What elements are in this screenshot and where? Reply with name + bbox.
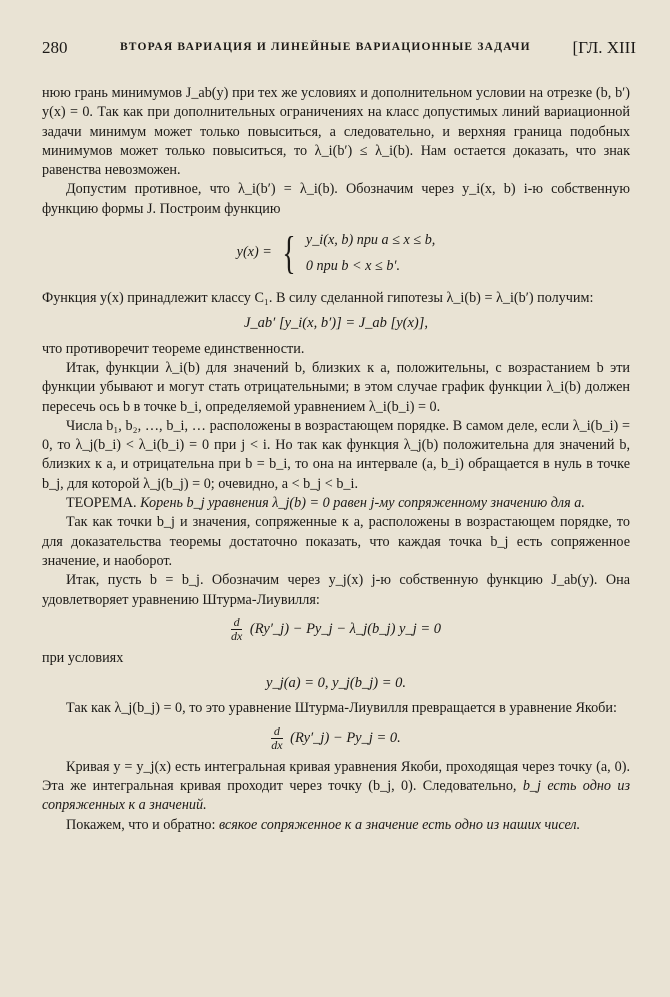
- theorem-statement: Корень b_j уравнения λ_j(b) = 0 равен j-му сопряженному значению для a.: [140, 495, 585, 512]
- paragraph-3: Функция y(x) принадлежит классу C₁. В силу сделанной гипотезы λ_i(b) = λ_i(b′) получим:: [42, 290, 594, 307]
- paragraph-6: Числа b₁, b₂, …, b_i, … расположены в возрастающем порядке. В самом деле, если λ_i(b_i) = 0, то λ_j(b_i) < λ_i(b_i) = 0 при j < i. Но так как функция λ_j(b) положительна для значений b, близких к a, и отрицательна при b = b_i, то она на интервале (a, b_i) обращается в нуль в точке b_j, для которой λ_j(b_j) = 0; очевидно, a < b_j < b_i.: [42, 417, 630, 492]
- formula-5: [42, 725, 630, 752]
- theorem-label: ТЕОРЕМА.: [66, 495, 137, 512]
- piecewise-formula: [42, 227, 630, 279]
- paragraph-5: Итак, функции λ_i(b) для значений b, близких к a, положительны, с возрастанием b эти функции убывают и могут стать отрицательными; в этом случае график функции λ_i(b) должен пересечь ось b в точке b_i, определяемой уравнением λ_i(b_i) = 0.: [42, 359, 630, 415]
- left-brace-icon: {: [282, 227, 296, 279]
- paragraph-9: Итак, пусть b = b_j. Обозначим через y_j(x) j-ю собственную функцию J_ab(y). Она удовлетворяет уравнению Штурма-Лиувилля:: [42, 572, 630, 608]
- formula-3: [42, 616, 630, 643]
- formula-2: J_ab′ [y_i(x, b′)] = J_ab [y(x)],: [243, 315, 429, 332]
- page-number: 280: [42, 38, 68, 57]
- formula-3-rest: (Ry′_j) − Py_j − λ_j(b_j) y_j = 0: [249, 620, 442, 637]
- paragraph-10: при условиях: [42, 649, 124, 666]
- derivative-fraction: $\frac{d}{dx}$: [230, 614, 243, 643]
- page-body: [42, 84, 630, 835]
- paragraph-1: нюю грань минимумов J_ab(y) при тех же условиях и дополнительном условии на отрезке (b, b′) y(x) = 0. Так как при дополнительных ограничениях на класс допустимых линий вариационной задачи минимум может только повыситься, а следовательно, и верхняя граница подобных минимумов может только повыситься, то λ_i(b′) ≤ λ_i(b). Нам остается доказать, что знак равенства невозможен.: [42, 85, 630, 179]
- page-header: [42, 38, 642, 62]
- derivative-fraction-2: $\frac{d}{dx}$: [271, 723, 283, 752]
- paragraph-12: Кривая y = y_j(x) есть интегральная кривая уравнения Якоби, проходящая через точку (a, 0). Эта же интегральная кривая проходит через точку (b_j, 0). Следовательно, b_j есть одно из сопряженных к a значений.: [42, 758, 630, 814]
- formula-4: y_j(a) = 0, y_j(b_j) = 0.: [266, 675, 406, 692]
- formula-case-2: 0 при b < x ≤ b′.: [305, 258, 401, 275]
- chapter-label: [ГЛ. XIII: [572, 38, 636, 57]
- formula-case-1: y_i(x, b) при a ≤ x ≤ b,: [305, 232, 436, 249]
- paragraph-8: Так как точки b_j и значения, сопряженные к a, расположены в возрастающем порядке, то для доказательства теоремы достаточно показать, что каждая точка b_j есть сопряженное значение, и наоборот.: [42, 514, 630, 569]
- paragraph-13: Покажем, что и обратно: всякое сопряженное к a значение есть одно из наших чисел.: [66, 816, 581, 833]
- running-title: ВТОРАЯ ВАРИАЦИЯ И ЛИНЕЙНЫЕ ВАРИАЦИОННЫЕ ЗАДАЧИ: [120, 41, 531, 53]
- paragraph-11: Так как λ_j(b_j) = 0, то это уравнение Штурма-Лиувилля превращается в уравнение Якоби:: [66, 700, 617, 717]
- paragraph-4: что противоречит теореме единственности.: [42, 340, 305, 357]
- formula-lhs: y(x) =: [236, 244, 272, 261]
- paragraph-2: Допустим противное, что λ_i(b′) = λ_i(b). Обозначим через y_i(x, b) i-ю собственную функцию формы J. Построим функцию: [42, 181, 630, 217]
- theorem-paragraph: [42, 494, 630, 513]
- formula-5-rest: (Ry′_j) − Py_j = 0.: [290, 729, 401, 746]
